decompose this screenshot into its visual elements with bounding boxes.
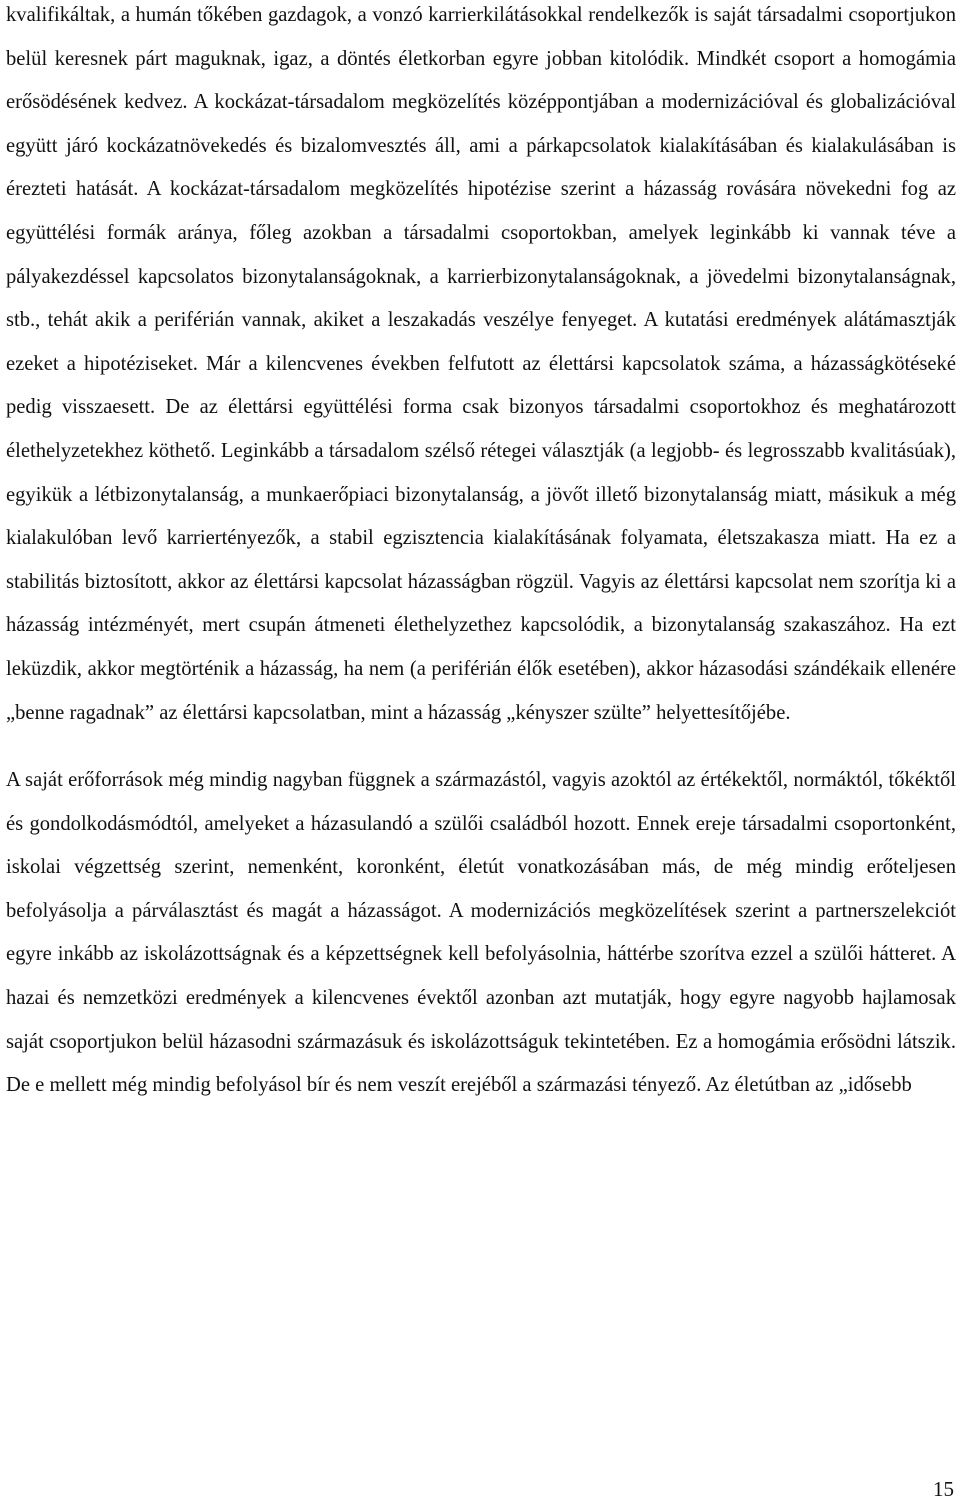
paragraph-2: A saját erőforrások még mindig nagyban függnek a származástól, vagyis azoktól az értékektől, normáktól, tőkéktől és gondolkodásmódtól, amelyeket a házasulandó a szülői családból hozott. Ennek ereje társadalmi csoportonként, iskolai végzettség szerint, nemenként, koronként, életút vonatkozásában más, de még mindig erőteljesen befolyásolja a párválasztást és magát a házasságot. A modernizációs megközelítések szerint a partnerszelekciót egyre inkább az iskolázottságnak és a képzettségnek kell befolyásolnia, háttérbe szorítva ezzel a szülői hátteret. A hazai és nemzetközi eredmények a kilencvenes évektől azonban azt mutatják, hogy egyre nagyobb hajlamosak saját csoportjukon belül házasodni származásuk és iskolázottságuk tekintetében. Ez a homogámia erősödni látszik. De e mellett még mindig befolyásol bír és nem veszít erejéből a származási tényező. Az életútban az „idősebb: [6, 769, 956, 1097]
body-text: [6, 0, 956, 1108]
page-number: 15: [933, 1477, 954, 1501]
paragraph-1: kvalifikáltak, a humán tőkében gazdagok, a vonzó karrierkilátásokkal rendelkezők is saját társadalmi csoportjukon belül keresnek párt maguknak, igaz, a döntés életkorban egyre jobban kitolódik. Mindkét csoport a homogámia erősödésének kedvez. A kockázat-társadalom megközelítés középpontjában a modernizációval és globalizációval együtt járó kockázatnövekedés és bizalomvesztés áll, ami a párkapcsolatok kialakításában és kialakulásában is érezteti hatását. A kockázat-társadalom megközelítés hipotézise szerint a házasság rovására növekedni fog az együttélési formák aránya, főleg azokban a társadalmi csoportokban, amelyek leginkább ki vannak téve a pályakezdéssel kapcsolatos bizonytalanságoknak, a karrierbizonytalanságoknak, a jövedelmi bizonytalanságnak, stb., tehát akik a periférián vannak, akiket a leszakadás veszélye fenyeget. A kutatási eredmények alátámasztják ezeket a hipotéziseket. Már a kilencvenes években felfutott az élettársi kapcsolatok száma, a házasságkötéseké pedig visszaesett. De az élettársi együttélési forma csak bizonyos társadalmi csoportokhoz és meghatározott élethelyzetekhez köthető. Leginkább a társadalom szélső rétegei választják (a legjobb- és legrosszabb kvalitásúak), egyikük a létbizonytalanság, a munkaerőpiaci bizonytalanság, a jövőt illető bizonytalanság miatt, másikuk a még kialakulóban levő karriertényezők, a stabil egzisztencia kialakításának folyamata, életszakasza miatt. Ha ez a stabilitás biztosított, akkor az élettársi kapcsolat házasságban rögzül. Vagyis az élettársi kapcsolat nem szorítja ki a házasság intézményét, mert csupán átmeneti élethelyzethez kapcsolódik, a bizonytalanság szakaszához. Ha ezt leküzdik, akkor megtörténik a házasság, ha nem (a periférián élők esetében), akkor házasodási szándékaik ellenére „benne ragadnak” az élettársi kapcsolatban, mint a házasság „kényszer szülte” helyettesítőjébe.: [6, 4, 956, 724]
